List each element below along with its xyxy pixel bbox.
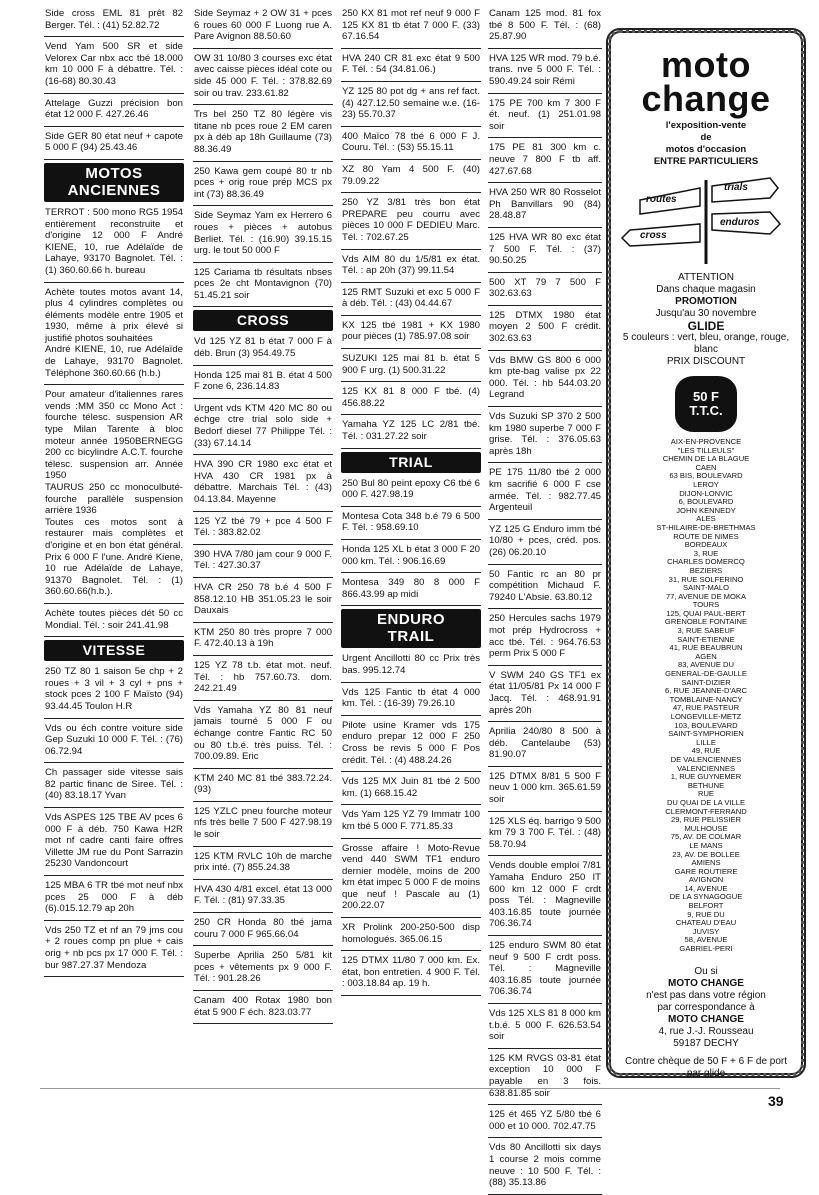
classified-ad: Ch passager side vitesse sais 82 partic financ de Siree. Tél. : (40) 83.18.17 Yvan — [44, 763, 184, 808]
classified-ad: PE 175 11/80 tbé 2 000 km sacrifié 6 000 F cse armée. Tél. : 982.77.45 Argenteuil — [488, 463, 602, 519]
classified-ad: 125 DTMX 11/80 7 000 km. Ex. état, bon entretien. 4 900 F. Tél. : 003.18.84 ap. 19 h. — [341, 951, 481, 996]
classified-ad: Honda 125 mai 81 B. état 4 500 F zone 6, 236.14.83 — [193, 366, 333, 399]
classified-ad: 250 Kawa gem coupé 80 tr nb pces + orig roue prép MCS px int (73) 88.36.49 — [193, 162, 333, 207]
classified-ad: 125 YZ 78 t.b. état mot. neuf. Tél. : hb 757.60.73. dom. 242.21.49 — [193, 656, 333, 701]
classified-ad: TERROT : 500 mono RG5 1954 entièrement reconstruite et d'origine 12 000 F André KIENE, 10, rue Adélaïde de Lahaye, 93170 Bagnolet. Tél. : (1) 360.60.66 h. bureau — [44, 203, 184, 283]
classified-ad: Vds 125 XLS 81 8 000 km t.b.é. 5 000 F. 626.53.54 soir — [488, 1004, 602, 1049]
classified-ad: 125 KX 81 8 000 F tbé. (4) 456.88.22 — [341, 382, 481, 415]
classified-ad: 125 YZLC pneu fourche moteur nfs très belle 7 500 F 427.98.19 le soir — [193, 802, 333, 847]
classified-ad: XR Prolink 200-250-500 disp homologués. 365.06.15 — [341, 918, 481, 951]
classified-ad: Yamaha YZ 125 LC 2/81 tbé. Tél. : 031.27.22 soir — [341, 415, 481, 448]
classified-ad: Canam 400 Rotax 1980 bon état 5 900 F éch. 823.03.77 — [193, 991, 333, 1024]
classified-ad: Vds Yamaha YZ 80 81 neuf jamais tourné 5 000 F ou échange contre Fantic RC 50 ou 80 t.b.é. très puiss. Tél. : 700.09.89. Eric — [193, 701, 333, 769]
attention-line-1: Dans chaque magasin — [656, 284, 756, 295]
footer-line-6: 4, rue J.-J. Rousseau — [658, 1025, 754, 1037]
footer-line-8: Contre chèque de 50 F + 6 F de port par glide — [624, 1055, 788, 1079]
classifieds-column-2 — [193, 4, 333, 1024]
classified-ad: Urgent Ancillotti 80 cc Prix très bas. 995.12.74 — [341, 649, 481, 682]
section-header: MOTOS ANCIENNES — [44, 163, 184, 202]
classified-ad: 125 ét 465 YZ 5/80 tbé 6 000 et 10 000. 702.47.75 — [488, 1105, 602, 1138]
classified-ad: 500 XT 79 7 500 F 302.63.63 — [488, 273, 602, 306]
classified-ad: Vds AIM 80 du 1/5/81 ex état. Tél. : ap 20h (37) 99.11.54 — [341, 250, 481, 283]
classified-ad: Vd 125 YZ 81 b état 7 000 F à déb. Brun (3) 954.49.75 — [193, 332, 333, 365]
classified-ad: 125 KTM RVLC 10h de marche prix inté. (7) 855.24.38 — [193, 847, 333, 880]
classified-ad: HVA 250 WR 80 Rosselot Ph Banvillars 90 (84) 28.48.87 — [488, 183, 602, 228]
tagline-1: l'exposition-vente — [665, 120, 747, 131]
classified-ad: Achète toutes motos avant 14, plus 4 cylindres complètes ou éléments modèle entre 1905 et 1930, même à prix élevé si justifié photos souhaitées André KIENE, 10, rue Adélaïde de Lahaye, 93170 Bagnolet. Téléphone 360.60.66 (h.b.) — [44, 283, 184, 386]
price-badge — [675, 376, 737, 432]
attention-date: Jusqu'au 30 novembre — [655, 308, 757, 319]
page-number: 39 — [768, 1093, 784, 1109]
sign-cross: cross — [640, 230, 667, 241]
classified-ad: Montesa Cota 348 b.é 79 6 500 F. Tél. : 958.69.10 — [341, 507, 481, 540]
section-header: TRIAL — [341, 452, 481, 473]
classified-ad: Side Seymaz Yam ex Herrero 6 roues + pièces + autobus Berliet. Tél. : (16.90) 39.15.15 urg. le tout 50 000 F — [193, 206, 333, 262]
classified-ad: 125 DTMX 8/81 5 500 F neuv 1 000 km. 365.61.59 soir — [488, 767, 602, 812]
tagline-2: de — [700, 132, 712, 143]
store-addresses: AIX-EN-PROVENCE "LES TILLEULS" CHEMIN DE LA BLAGUE CAEN 63 BIS, BOULEVARD LEROY DIJON-LONVIC 6, BOULEVARD JOHN KENNEDY ALES ST-HILAIRE-DE-BRETHMAS ROUTE DE NIMES BORDEAUX 3, RUE CHARLES DOMERCQ BEZIERS 31, RUE SOLFERINO SAINT-MALO 77, AVENUE DE MOKA TOURS 125, QUAI PAUL-BERT GRENOBLE FONTAINE 3, RUE SABEUF SAINT-ETIENNE 41, RUE BEAUBRUN AGEN 83, AVENUE DU GENERAL-DE-GAULLE SAINT-DIZIER 6, RUE JEANNE-D'ARC TOMBLAINE-NANCY 47, RUE PASTEUR LONGEVILLE-METZ 103, BOULEVARD SAINT-SYMPHORIEN LILLE 49, RUE DE VALENCIENNES VALENCIENNES 1, RUE GUYNEMER BETHUNE RUE DU QUAI DE LA VILLE CLERMONT-FERRAND 29, RUE PELISSIER MULHOUSE 75, AV. DE COLMAR LE MANS 23, AV. DE BOLLEE AMIENS GARE ROUTIERE AVIGNON 14, AVENUE DE LA SYNAGOGUE BELFORT 9, RUE DU CHATEAU D'EAU JUVISY 58, AVENUE GABRIEL-PERI — [656, 437, 756, 954]
crossroad-sign-icon — [620, 170, 792, 266]
classified-ad: Grosse affaire ! Moto-Revue vend 440 SWM TF1 enduro dernier modèle, moins de 200 km état impec 5 000 F de moins que neuf ! Pascale au (1) 200.22.07 — [341, 839, 481, 919]
classified-ad: Vds ASPES 125 TBE AV pces 6 000 F à déb. 750 Kawa H2R mot nf cadre canti faire offres Villette JM rue du Pont Sarrazin 25230 Vandoncourt — [44, 808, 184, 876]
section-header: VITESSE — [44, 640, 184, 661]
classified-ad: Vend Yam 500 SR et side Velorex Car nbx acc tbé 18.000 km 10 000 F à débattre. Tél. : (16-68) 80.30.43 — [44, 37, 184, 93]
footer-line-3: n'est pas dans votre région — [646, 989, 766, 1001]
classified-ad: 250 TZ 80 1 saison 5e chp + 2 roues + 3 vil + 3 cyl + pns + stock pces 2 100 F Maïsto (94) 93.44.45 Toulon H.R — [44, 662, 184, 718]
attention-promotion: PROMOTION — [675, 296, 737, 307]
classified-ad: Vds 80 Ancillotti six days 1 course 2 mois comme neuve : 10 500 F. Tél. : (88) 35.13.86 — [488, 1138, 602, 1194]
classified-ad: Side GER 80 état neuf + capote 5 000 F (94) 25.43.46 — [44, 127, 184, 160]
classified-ad: Attelage Guzzi précision bon état 12 000 F. 427.26.46 — [44, 94, 184, 127]
classifieds-column-3 — [341, 4, 481, 996]
classified-ad: Honda 125 XL b état 3 000 F 20 000 km. Tél. : 906.16.69 — [341, 540, 481, 573]
classified-ad: Vds 250 TZ et nf an 79 jms cou + 2 roues comp pn plue + cais orig + nb pcs px 17 000 F. Tél. : bur 987.27.37 Mendoza — [44, 921, 184, 977]
classified-ad: 50 Fantic rc an 80 pr compétition Michaud F. 79240 L'Absie. 63.80.12 — [488, 565, 602, 610]
classified-ad: HVA 430 4/81 excel. état 13 000 F. Tél. : (81) 97.33.35 — [193, 880, 333, 913]
attention-glide: GLIDE — [687, 319, 725, 333]
classified-ad: 125 RMT Suzuki et exc 5 000 F à déb. Tél. : (43) 04.44.67 — [341, 283, 481, 316]
classified-ad: YZ 125 80 pot dg + ans ref fact. (4) 427.12.50 semaine w.e. (16-23) 55.70.37 — [341, 82, 481, 127]
classified-ad: 125 YZ tbé 79 + pce 4 500 F Tél. : 383.82.02 — [193, 512, 333, 545]
classified-ad: HVA 240 CR 81 exc état 9 500 F. Tél. : 54 (34.81.06.) — [341, 49, 481, 82]
classified-ad: 125 HVA WR 80 exc état 7 500 F. Tél. : (37) 90.50.25 — [488, 228, 602, 273]
classified-ad: Trs bel 250 TZ 80 légère vis titane nb pces roue 2 EM caren px à déb ap 18h Guillaume (73) 88.36.49 — [193, 105, 333, 161]
price-badge-ttc: T.T.C. — [689, 403, 723, 418]
attention-price: PRIX DISCOUNT — [666, 356, 746, 367]
sign-enduros: enduros — [720, 217, 760, 228]
sign-routes: routes — [646, 194, 677, 205]
price-badge-amount: 50 F — [692, 389, 719, 404]
classified-ad: 125 MBA 6 TR tbé mot neuf nbx pces 25 000 F à déb (6).015.12.79 ap 20h — [44, 876, 184, 921]
classified-ad: Canam 125 mod. 81 fox tbé 8 500 F. Tél. : (68) 25.87.90 — [488, 4, 602, 49]
classified-ad: 175 PE 81 300 km c. neuve 7 800 F tb aff. 427.67.68 — [488, 138, 602, 183]
classified-ad: Superbe Aprilia 250 5/81 kit pces + vêtements px 9 000 F. Tél. : 901.28.26 — [193, 946, 333, 991]
tagline-4: ENTRE PARTICULIERS — [653, 156, 759, 167]
tagline-3: motos d'occasion — [665, 144, 747, 155]
road-signs-illustration — [620, 170, 792, 266]
sign-trials: trials — [724, 182, 748, 193]
classified-ad: Montesa 349 80 8 000 F 866.43.99 ap midi — [341, 573, 481, 606]
classified-ad: 175 PE 700 km 7 300 F ét. neuf. (1) 251.01.98 soir — [488, 94, 602, 139]
classified-ad: 250 KX 81 mot ref neuf 9 000 F 125 KX 81 tb état 7 000 F. (33) 67.16.54 — [341, 4, 481, 49]
classifieds-column-4 — [488, 4, 602, 1195]
footer-line-7: 59187 DECHY — [673, 1037, 739, 1049]
page-bottom-rule — [40, 1088, 780, 1089]
classified-ad: Vds ou éch contre voiture side Gep Suzuki 10 000 F. Tél. : (76) 06.72.94 — [44, 719, 184, 764]
classified-ad: KTM 250 80 très propre 7 000 F. 472.40.13 à 19h — [193, 623, 333, 656]
classified-ad: OW 31 10/80 3 courses exc état avec caisse pièces idéal cote ou side 45 000 F. Tél. : 378.82.69 soir ou trav. 233.61.82 — [193, 49, 333, 105]
classified-ad: Vds Suzuki SP 370 2 500 km 1980 superbe 7 000 F grise. Tél. : 376.05.63 après 18h — [488, 407, 602, 463]
classified-ad: 125 XLS éq. barrigo 9 500 km 79 3 700 F. Tél. : (48) 58.70.94 — [488, 812, 602, 857]
classified-ad: 125 enduro SWM 80 état neuf 9 500 F crdt poss. Tél. : Magneville 403.16.85 toute journée 706.36.74 — [488, 936, 602, 1004]
classified-ad: 400 Maïco 78 tbé 6 000 F J. Couru. Tél. : (53) 55.15.11 — [341, 127, 481, 160]
classified-ad: YZ 125 G Enduro imm tbé 10/80 + pces, créd. pos. (26) 06.20.10 — [488, 520, 602, 565]
classified-ad: Vds BMW GS 800 6 000 km pte-bag valise px 22 000. Tél. : hb 544.03.20 Legrand — [488, 351, 602, 407]
classified-ad: 390 HVA 7/80 jam cour 9 000 F. Tél. : 427.30.37 — [193, 545, 333, 578]
logo-change: change — [641, 78, 771, 119]
classified-ad: Vds Yam 125 YZ 79 Immatr 100 km tbé 5 000 F. 771.85.33 — [341, 805, 481, 838]
classified-ad: 250 YZ 3/81 très bon état PREPARE peu courru avec pièces 10 000 F DEDIEU Marc. Tél. : 702.67.25 — [341, 193, 481, 249]
classified-ad: Achète toutes pièces dét 50 cc Mondial. Tél. : soir 241.41.98 — [44, 604, 184, 637]
classified-ad: Urgent vds KTM 420 MC 80 ou échge ctre trial solo side + Bedorf diesel 77 Philippe Tél. : (33) 67.14.14 — [193, 399, 333, 455]
classifieds-column-1 — [44, 4, 184, 977]
classified-ad: 125 DTMX 1980 état moyen 2 500 F crédit. 302.63.63 — [488, 306, 602, 351]
attention-heading: ATTENTION — [678, 272, 734, 283]
classified-ad: HVA 125 WR mod. 79 b.é. trans. nve 5 000 F. Tél. : 590.49.24 soir Rémi — [488, 49, 602, 94]
footer-line-2: MOTO CHANGE — [668, 977, 744, 989]
logo-moto: moto — [661, 44, 751, 85]
footer-line-4: par correspondance à — [657, 1001, 755, 1013]
classified-ad: Aprilia 240/80 8 500 à déb. Cantelaube (53) 81.90.07 — [488, 722, 602, 767]
classified-ad: Side cross EML 81 prêt 82 Berger. Tél. : (41) 52.82.72 — [44, 4, 184, 37]
classified-ad: KX 125 tbé 1981 + KX 1980 pour pièces (1) 785.97.08 soir — [341, 316, 481, 349]
classified-ad: 125 Cariama tb résultats nbses pces 2e cht Montavignon (70) 51.45.21 soir — [193, 263, 333, 308]
classified-ad: 125 KM RVGS 03-81 état exception 10 000 F payable en 3 fois. 638.81.85 soir — [488, 1049, 602, 1105]
classified-ad: Vds 125 Fantic tb état 4 000 km. Tél. : (16-39) 79.26.10 — [341, 683, 481, 716]
classified-ad: 250 Bul 80 peint epoxy C6 tbé 6 000 F. 427.98.19 — [341, 474, 481, 507]
classified-ad: Vends double emploi 7/81 Yamaha Enduro 250 IT 600 km 12 000 F crdt poss Tél. : Magneville 403.16.85 toute journée 706.36.74 — [488, 856, 602, 936]
moto-change-ad — [620, 44, 792, 1080]
classified-ad: V SWM 240 GS TF1 ex état 11/05/81 Px 14 000 F Jacq. Tél. : 468.91.91 après 20h — [488, 666, 602, 722]
classified-ad: HVA CR 250 78 b.é 4 500 F 858.12.10 HB 351.05.23 le soir Dauxais — [193, 578, 333, 623]
attention-colors: 5 couleurs : vert, bleu, orange, rouge, blanc — [622, 332, 790, 355]
footer-line-1: Ou si — [694, 965, 718, 977]
classified-ad: XZ 80 Yam 4 500 F. (40) 79.09.22 — [341, 160, 481, 193]
footer-line-5: MOTO CHANGE — [668, 1013, 744, 1025]
classified-ad: 250 Hercules sachs 1979 mot prép Hydrocross + acc tbé. Tél. : 964.76.53 perm Prix 5 000 F — [488, 609, 602, 665]
classified-ad: HVA 390 CR 1980 exc état et HVA 430 CR 1981 px à débattre. Marchais Tél. : (43) 04.13.84. Mayenne — [193, 455, 333, 511]
classified-ad: Pilote usine Kramer vds 175 enduro prepar 12 000 F 250 Cross be revis 5 000 F Pos crédit. Tél. : (4) 488.24.26 — [341, 716, 481, 772]
classified-ad: Vds 125 MX Juin 81 tbé 2 500 km. (1) 668.15.42 — [341, 772, 481, 805]
section-header: ENDURO TRAIL — [341, 609, 481, 648]
classified-ad: Pour amateur d'italiennes rares vends :MM 350 cc Mono Act : fourche télesc. suspension AR type Milan Tarente à bloc moteur année 1950BERNEGG 200 cc bicylindre A.C.T. fourche télesc. suspension arr. Année 1950 TAURUS 250 cc monoculbuté-fourche parallèle suspension arrière 1936 Toutes ces motos sont à restaurer mais complètes et d'origine et en bon état général. Prix 6 000 F l'une. André Kiene, 10 rue Adélaïde de Lahaye, 91370 Bagnolet. Tél. : (1) 360.60.66(h.b.). — [44, 385, 184, 604]
classified-ad: SUZUKI 125 mai 81 b. état 5 900 F urg. (1) 500.31.22 — [341, 349, 481, 382]
classified-ad: Side Seymaz + 2 OW 31 + pces 6 roues 60 000 F Luong rue A. Pare Avignon 88.50.60 — [193, 4, 333, 49]
classified-ad: 250 CR Honda 80 tbé jama couru 7 000 F 965.66.04 — [193, 913, 333, 946]
section-header: CROSS — [193, 310, 333, 331]
classified-ad: KTM 240 MC 81 tbé 383.72.24. (93) — [193, 769, 333, 802]
